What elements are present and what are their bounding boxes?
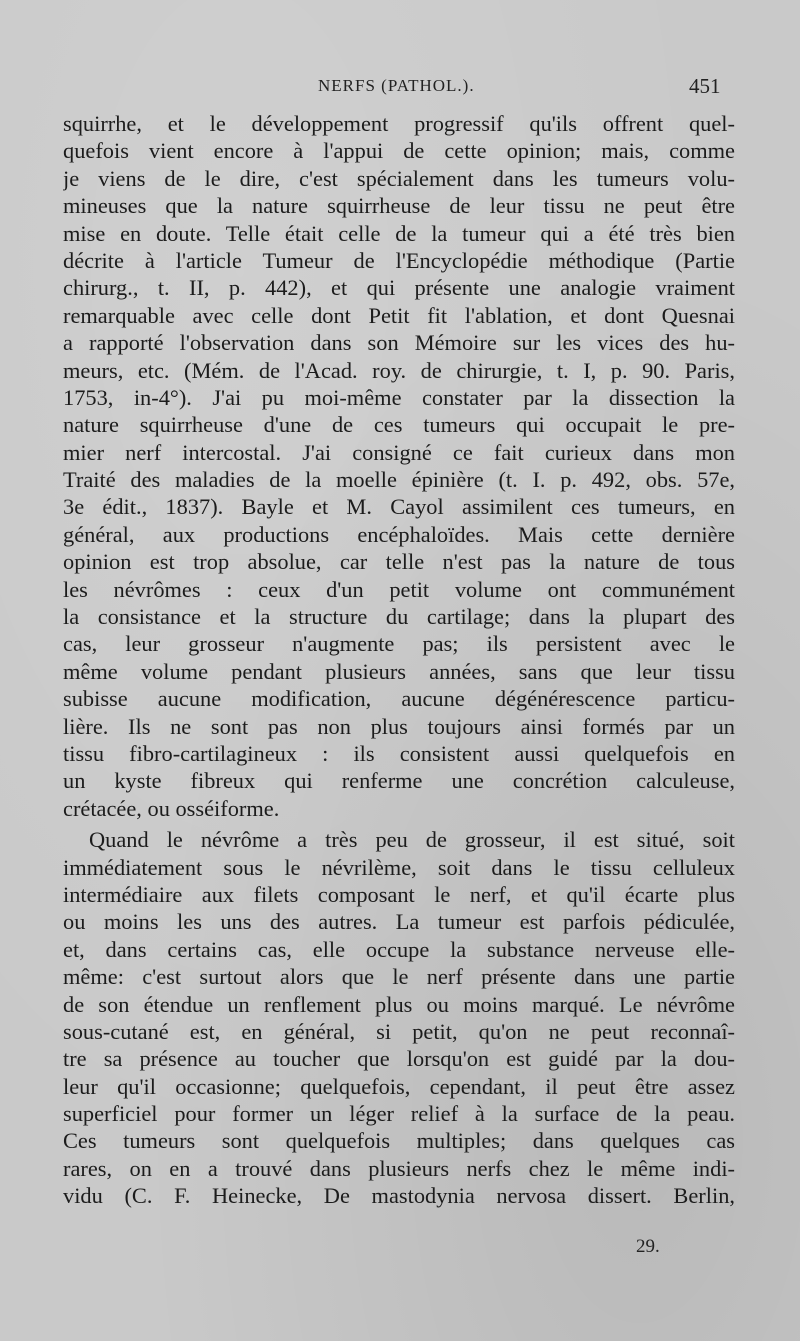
text-line: subisse aucune modification, aucune dégénérescence particu-	[63, 686, 735, 712]
text-line: superficiel pour former un léger relief à la surface de la peau.	[63, 1101, 735, 1127]
text-line: squirrhe, et le développement progressif qu'ils offrent quel-	[63, 111, 735, 136]
text-line: sous-cutané est, en général, si petit, qu'on ne peut reconnaî-	[63, 1018, 735, 1044]
text-line: les névrômes : ceux d'un petit volume ont communément	[63, 576, 735, 602]
text-line: mier nerf intercostal. J'ai consigné ce fait curieux dans mon	[63, 439, 735, 465]
text-line: quefois vient encore à l'appui de cette opinion; mais, comme	[63, 138, 735, 164]
text-line: crétacée, ou osséiforme.	[63, 795, 280, 821]
text-line: un kyste fibreux qui renferme une concrétion calculeuse,	[63, 768, 735, 794]
page-number: 451	[689, 74, 721, 98]
text-line: même volume pendant plusieurs années, sans que leur tissu	[63, 658, 735, 684]
text-line: mise en doute. Telle était celle de la tumeur qui a été très bien	[63, 220, 735, 246]
text-line: général, aux productions encéphaloïdes. Mais cette dernière	[63, 521, 735, 547]
text-line: je viens de le dire, c'est spécialement dans les tumeurs volu-	[63, 165, 735, 191]
text-line: la consistance et la structure du cartilage; dans la plupart des	[63, 604, 735, 630]
text-line: 1753, in-4°). J'ai pu moi-même constater par la dissection la	[63, 384, 735, 410]
text-line: Quand le névrôme a très peu de grosseur, il est situé, soit	[89, 827, 735, 853]
paragraph-2	[63, 826, 735, 1209]
text-line: meurs, etc. (Mém. de l'Acad. roy. de chirurgie, t. I, p. 90. Paris,	[63, 357, 735, 383]
text-line: 3e édit., 1837). Bayle et M. Cayol assimilent ces tumeurs, en	[63, 494, 735, 520]
text-line: mineuses que la nature squirrheuse de leur tissu ne peut être	[63, 193, 735, 219]
signature-mark: 29.	[636, 1236, 660, 1257]
text-line: cas, leur grosseur n'augmente pas; ils persistent avec le	[63, 631, 735, 657]
text-line: nature squirrheuse d'une de ces tumeurs qui occupait le pre-	[63, 412, 735, 438]
text-line: intermédiaire aux filets composant le nerf, et qu'il écarte plus	[63, 881, 735, 907]
text-line: décrite à l'article Tumeur de l'Encyclopédie méthodique (Partie	[63, 247, 735, 273]
text-line: même: c'est surtout alors que le nerf présente dans une partie	[63, 964, 735, 990]
text-line: tre sa présence au toucher que lorsqu'on est guidé par la dou-	[63, 1046, 735, 1072]
text-line: rares, on en a trouvé dans plusieurs nerfs chez le même indi-	[63, 1155, 735, 1181]
running-title: NERFS (PATHOL.).	[318, 76, 475, 95]
text-line: tissu fibro-cartilagineux : ils consistent aussi quelquefois en	[63, 740, 735, 766]
text-line: opinion est trop absolue, car telle n'est pas la nature de tous	[63, 549, 735, 575]
text-line: lière. Ils ne sont pas non plus toujours ainsi formés par un	[63, 713, 735, 739]
text-line: remarquable avec celle dont Petit fit l'ablation, et dont Quesnai	[63, 302, 735, 328]
text-line: immédiatement sous le névrilème, soit dans le tissu celluleux	[63, 854, 735, 880]
text-line: Traité des maladies de la moelle épinière (t. I. p. 492, obs. 57e,	[63, 467, 735, 493]
text-line: de son étendue un renflement plus ou moins marqué. Le névrôme	[63, 991, 735, 1017]
text-line: leur qu'il occasionne; quelquefois, cependant, il peut être assez	[63, 1073, 735, 1099]
body-text	[63, 110, 735, 1210]
text-line: Ces tumeurs sont quelquefois multiples; dans quelques cas	[63, 1128, 735, 1154]
text-line: chirurg., t. II, p. 442), et qui présente une analogie vraiment	[63, 275, 735, 301]
text-line: vidu (C. F. Heinecke, De mastodynia nervosa dissert. Berlin,	[63, 1183, 735, 1209]
text-line: a rapporté l'observation dans son Mémoire sur les vices des hu-	[63, 330, 735, 356]
text-line: ou moins les uns des autres. La tumeur est parfois pédiculée,	[63, 909, 735, 935]
paragraph-1	[63, 110, 735, 822]
text-line: et, dans certains cas, elle occupe la substance nerveuse elle-	[63, 936, 735, 962]
